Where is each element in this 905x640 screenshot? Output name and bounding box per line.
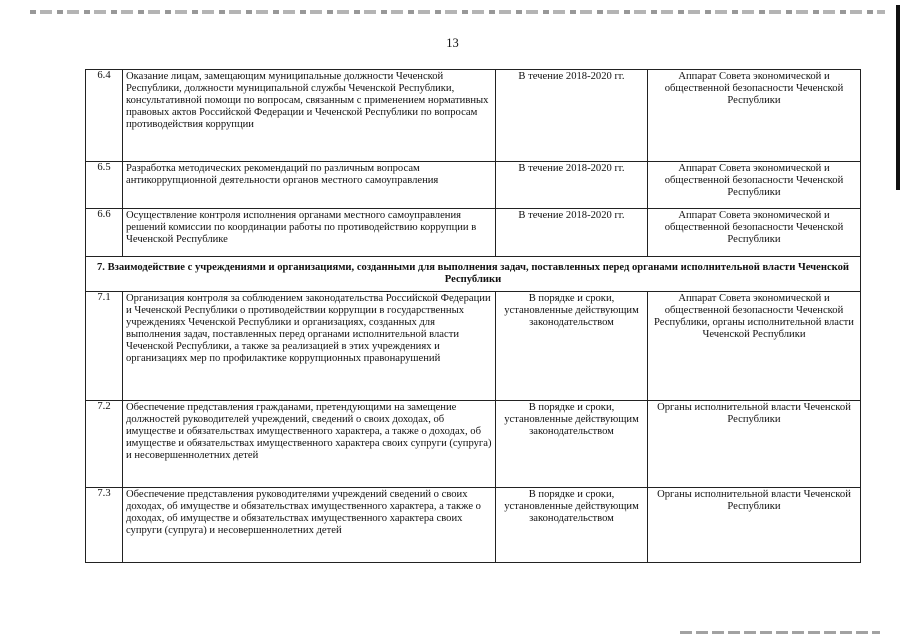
row-action: Разработка методических рекомендаций по различным вопросам антикоррупционной деятельности органов местного самоуправления [123, 162, 496, 209]
row-number: 6.5 [86, 162, 123, 209]
row-action: Обеспечение представления руководителями учреждений сведений о своих доходах, об имуществе и обязательствах имущественного характера, а также о доходах, об имуществе и обязательствах имущественного характера своих супруги (супруга) и несовершеннолетних детей [123, 488, 496, 563]
row-number: 7.1 [86, 292, 123, 401]
row-responsible: Аппарат Совета экономической и общественной безопасности Чеченской Республики [648, 162, 861, 209]
measures-table [85, 69, 861, 563]
row-responsible: Аппарат Совета экономической и общественной безопасности Чеченской Республики [648, 209, 861, 257]
table-row [86, 162, 861, 209]
row-responsible: Органы исполнительной власти Чеченской Республики [648, 401, 861, 488]
row-term: В порядке и сроки, установленные действующим законодательством [496, 488, 648, 563]
table-row [86, 488, 861, 563]
table-row [86, 209, 861, 257]
page-number: 13 [446, 36, 459, 50]
scan-edge-top [30, 10, 885, 14]
table-row [86, 70, 861, 162]
row-action: Оказание лицам, замещающим муниципальные должности Чеченской Республики, должности муниципальной службы Чеченской Республики, консультативной помощи по вопросам, связанным с применением нормативных правовых актов Российской Федерации и Чеченской Республики по вопросам противодействия коррупции [123, 70, 496, 162]
row-term: В порядке и сроки, установленные действующим законодательством [496, 292, 648, 401]
section-header-row [86, 257, 861, 292]
scan-edge-right [896, 5, 900, 190]
row-term: В течение 2018-2020 гг. [496, 209, 648, 257]
row-responsible: Аппарат Совета экономической и общественной безопасности Чеченской Республики, органы исполнительной власти Чеченской Республики [648, 292, 861, 401]
section-title: 7. Взаимодействие с учреждениями и организациями, созданными для выполнения задач, поставленных перед органами исполнительной власти Чеченской Республики [86, 257, 861, 292]
row-term: В порядке и сроки, установленные действующим законодательством [496, 401, 648, 488]
row-number: 7.3 [86, 488, 123, 563]
row-term: В течение 2018-2020 гг. [496, 70, 648, 162]
row-term: В течение 2018-2020 гг. [496, 162, 648, 209]
row-action: Организация контроля за соблюдением законодательства Российской Федерации и Чеченской Республики о противодействии коррупции в государственных учреждениях Чеченской Республики и организациях, созданных для выполнения задач, поставленных перед органами исполнительной власти Чеченской Республики, а также за реализацией в этих учреждениях и организациях мер по профилактике коррупционных правонарушений [123, 292, 496, 401]
row-number: 7.2 [86, 401, 123, 488]
table-row [86, 292, 861, 401]
row-responsible: Аппарат Совета экономической и общественной безопасности Чеченской Республики [648, 70, 861, 162]
row-responsible: Органы исполнительной власти Чеченской Республики [648, 488, 861, 563]
row-action: Обеспечение представления гражданами, претендующими на замещение должностей руководителей учреждений, сведений о своих доходах, об имуществе и обязательствах имущественного характера, а также о доходах, об имуществе и обязательствах имущественного характера своих супруги (супруга) и несовершеннолетних детей [123, 401, 496, 488]
row-action: Осуществление контроля исполнения органами местного самоуправления решений комиссии по координации работы по противодействию коррупции в Чеченской Республике [123, 209, 496, 257]
table-row [86, 401, 861, 488]
row-number: 6.6 [86, 209, 123, 257]
scan-edge-bottom [680, 631, 880, 634]
row-number: 6.4 [86, 70, 123, 162]
